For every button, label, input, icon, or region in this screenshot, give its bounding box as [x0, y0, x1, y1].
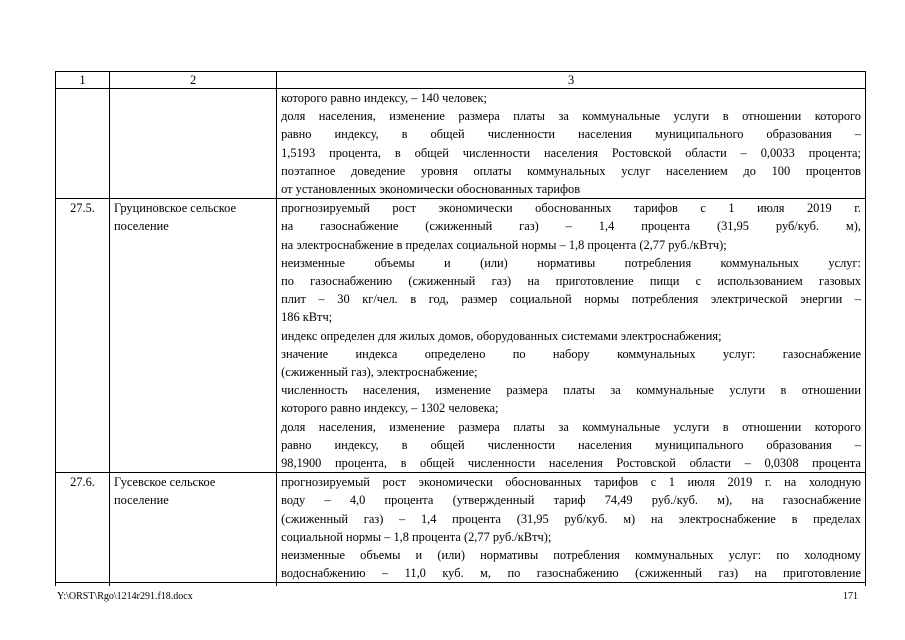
settlement-name-cell — [110, 89, 277, 199]
settlement-name-line: Груциновское сельское — [114, 201, 237, 216]
description-line: доля населения, изменение размера платы за коммунальные услуги в отношении которого — [281, 109, 861, 124]
table-header-row — [56, 72, 866, 89]
description-line: которого равно индексу, – 1302 человека; — [281, 401, 499, 416]
settlement-name-cell — [110, 199, 277, 473]
description-line: на газоснабжение (сжиженный газ) – 1,4 процента (31,95 руб/куб. м), — [281, 219, 861, 234]
header-cell-2: 2 — [110, 72, 277, 89]
description-line: индекс определен для жилых домов, оборудованных системами электроснабжения; — [281, 328, 722, 343]
description-line: 186 кВтч; — [281, 310, 333, 325]
page-footer — [57, 591, 858, 602]
description-line: неизменные объемы и (или) нормативы потребления коммунальных услуг: — [281, 255, 861, 270]
description-cell — [277, 89, 866, 199]
description-line: равно индексу, в общей численности населения муниципального образования – — [281, 127, 861, 142]
description-line: прогнозируемый рост экономически обоснованных тарифов с 1 июля 2019 г. — [281, 201, 861, 216]
header-cell-3: 3 — [277, 72, 866, 89]
row-number-cell: 27.5. — [56, 199, 110, 473]
continuation-cell — [277, 583, 866, 587]
description-line: неизменные объемы и (или) нормативы потребления коммунальных услуг: по холодному — [281, 548, 861, 563]
description-line: доля населения, изменение размера платы за коммунальные услуги в отношении которого — [281, 419, 861, 434]
description-line: по газоснабжению (сжиженный газ) на приготовление пищи с использованием газовых — [281, 274, 861, 289]
table-row — [56, 473, 866, 583]
description-line: от установленных экономически обоснованных тарифов — [281, 182, 581, 197]
description-line: социальной нормы – 1,8 процента (2,77 руб./кВтч); — [281, 529, 552, 544]
settlement-name-line: Гусевское сельское — [114, 475, 216, 490]
settlement-name-cell — [110, 473, 277, 583]
description-line: которого равно индексу, – 140 человек; — [281, 91, 487, 105]
description-line: (сжиженный газ), электроснабжение; — [281, 365, 478, 380]
description-line: водоснабжению – 11,0 куб. м, по газоснабжению (сжиженный газ) на приготовление — [281, 566, 861, 581]
continuation-cell — [56, 583, 110, 587]
settlement-name-line: поселение — [114, 493, 169, 508]
table-continuation — [56, 583, 866, 587]
description-cell — [277, 199, 866, 473]
row-number-cell — [56, 89, 110, 199]
description-line: прогнозируемый рост экономически обоснованных тарифов с 1 июля 2019 г. на холодную — [281, 475, 861, 490]
description-line: воду – 4,0 процента (утвержденный тариф 74,49 руб./куб. м), на газоснабжение — [281, 493, 861, 508]
description-line: численность населения, изменение размера платы за коммунальные услуги в отношении — [281, 383, 861, 398]
continuation-cell — [110, 583, 277, 587]
table-row — [56, 89, 866, 199]
settlement-name-line: поселение — [114, 219, 169, 234]
description-line: 1,5193 процента, в общей численности населения Ростовской области – 0,0033 процента; — [281, 145, 861, 160]
description-line: равно индексу, в общей численности населения муниципального образования – — [281, 437, 861, 452]
description-line: значение индекса определено по набору коммунальных услуг: газоснабжение — [281, 346, 861, 361]
description-line: 98,1900 процента, в общей численности населения Ростовской области – 0,0308 процента — [281, 456, 861, 471]
table-row — [56, 199, 866, 473]
tariff-table — [55, 71, 866, 586]
description-line: плит – 30 кг/чел. в год, размер социальной нормы потребления электрической энергии – — [281, 292, 861, 307]
footer-page-number: 171 — [843, 591, 858, 602]
description-line: на электроснабжение в пределах социальной нормы – 1,8 процента (2,77 руб./кВтч); — [281, 237, 727, 252]
description-cell — [277, 473, 866, 583]
row-number-cell: 27.6. — [56, 473, 110, 583]
footer-file-path: Y:\ORST\Rgo\1214r291.f18.docx — [57, 591, 193, 602]
description-line: (сжиженный газ) – 1,4 процента (31,95 руб/куб. м) на электроснабжение в пределах — [281, 511, 861, 526]
table-body — [56, 72, 866, 587]
description-line: поэтапное доведение уровня оплаты коммунальных услуг населением до 100 процентов — [281, 163, 861, 178]
header-cell-1: 1 — [56, 72, 110, 89]
